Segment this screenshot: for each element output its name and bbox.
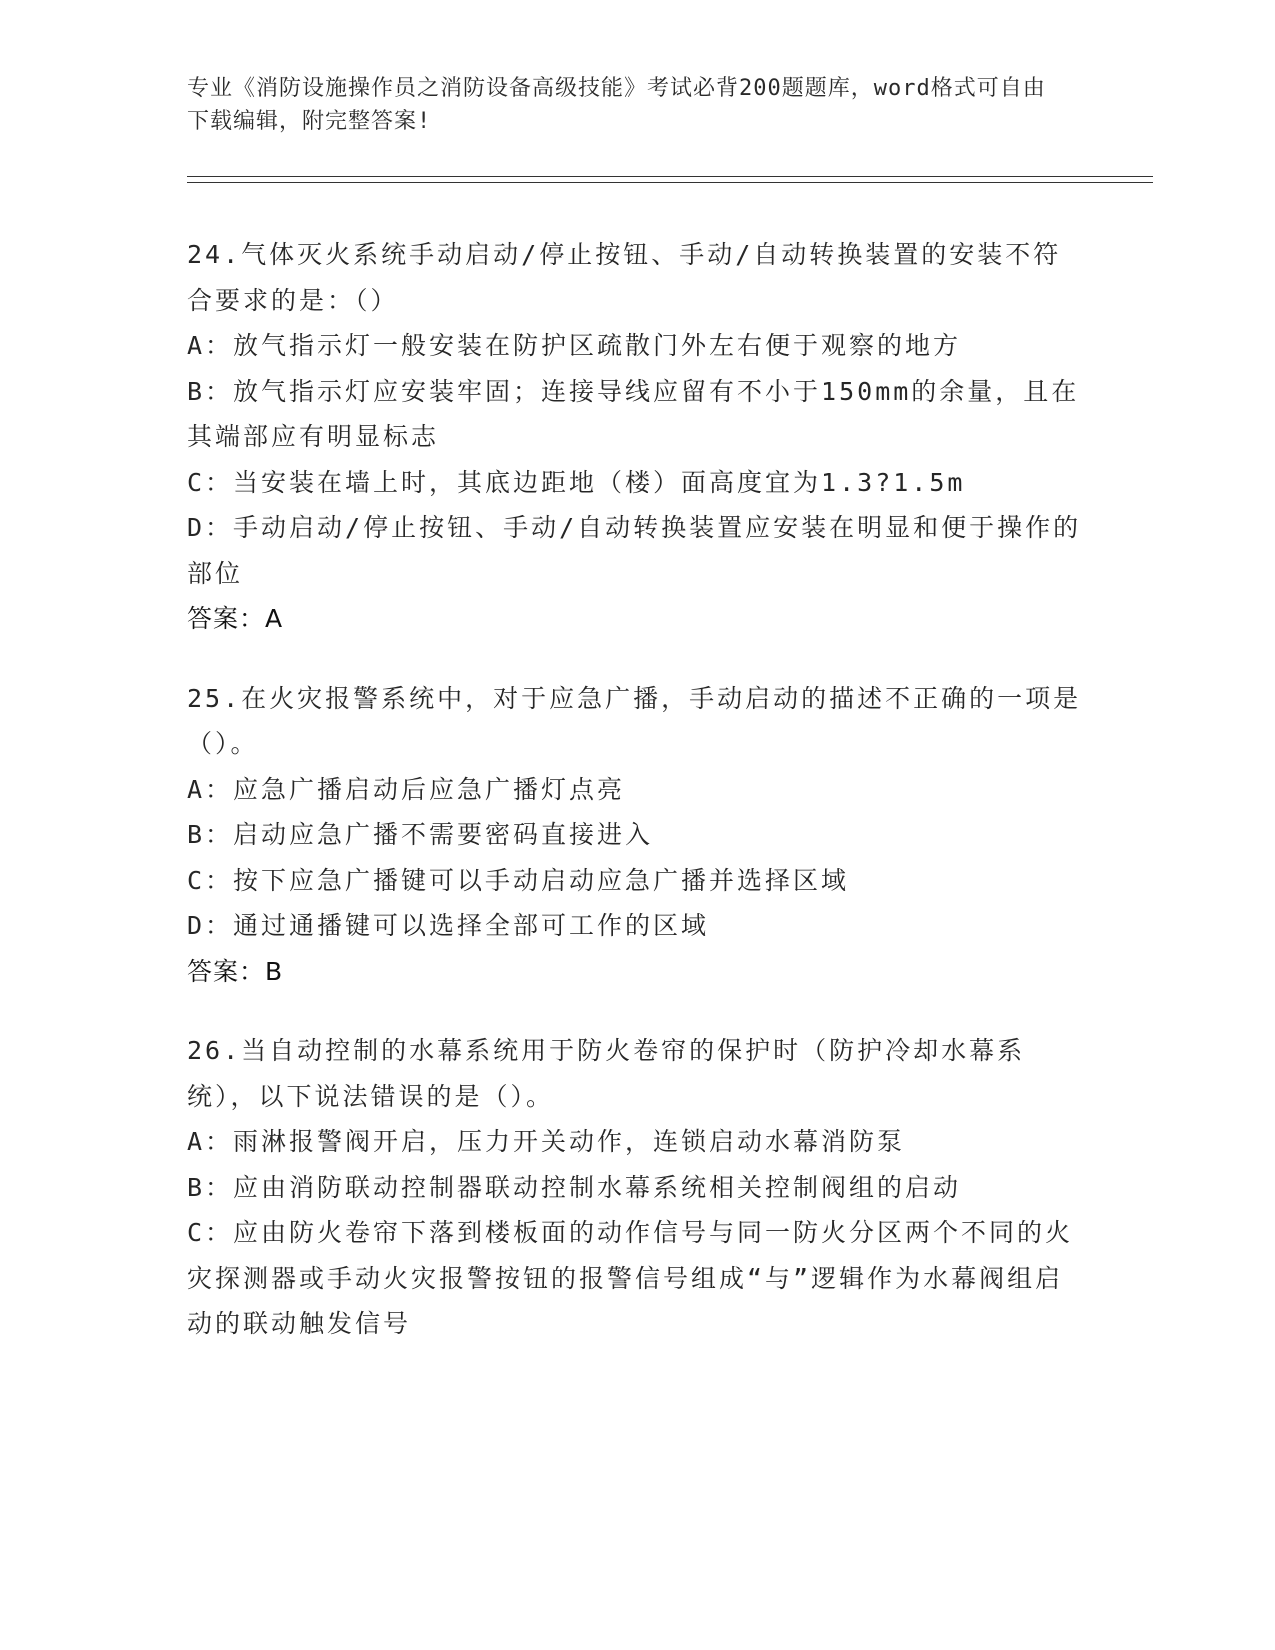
header-divider-top [187,176,1153,177]
option-a: A：雨淋报警阀开启，压力开关动作，连锁启动水幕消防泵 [187,1127,906,1156]
answer-label: 答案：A [187,604,284,633]
header-divider-bottom [187,182,1153,183]
option-a: A：应急广播启动后应急广播灯点亮 [187,774,626,804]
answer-label: 答案：B [187,956,284,986]
question-26 [187,1028,1087,1347]
option-d: D：通过通播键可以选择全部可工作的区域 [187,911,710,940]
question-stem: 24.气体灭火系统手动启动/停止按钮、手动/自动转换装置的安装不符合要求的是：（） [187,240,1062,315]
option-c: C：应由防火卷帘下落到楼板面的动作信号与同一防火分区两个不同的火灾探测器或手动火灾报警按钮的报警信号组成“与”逻辑作为水幕阀组启动的联动触发信号 [187,1218,1074,1338]
document-header: 专业《消防设施操作员之消防设备高级技能》考试必背200题题库，word格式可自由下载编辑，附完整答案! [187,76,1046,134]
question-24 [187,232,1087,642]
question-stem: 26.当自动控制的水幕系统用于防火卷帘的保护时（防护冷却水幕系统），以下说法错误的是（）。 [187,1036,1026,1111]
option-c: C：当安装在墙上时，其底边距地（楼）面高度宜为1.3?1.5m [187,467,966,497]
option-d: D：手动启动/停止按钮、手动/自动转换装置应安装在明显和便于操作的部位 [187,513,1082,588]
option-b: B：应由消防联动控制器联动控制水幕系统相关控制阀组的启动 [187,1172,962,1202]
option-c: C：按下应急广播键可以手动启动应急广播并选择区域 [187,865,850,895]
option-b: B：启动应急广播不需要密码直接进入 [187,820,654,849]
question-25 [187,676,1087,995]
option-b: B：放气指示灯应安装牢固；连接导线应留有不小于150mm的余量，且在其端部应有明显标志 [187,376,1080,451]
question-stem: 25.在火灾报警系统中，对于应急广播，手动启动的描述不正确的一项是（）。 [187,683,1082,758]
option-a: A：放气指示灯一般安装在防护区疏散门外左右便于观察的地方 [187,331,962,360]
question-list [187,232,1087,1381]
